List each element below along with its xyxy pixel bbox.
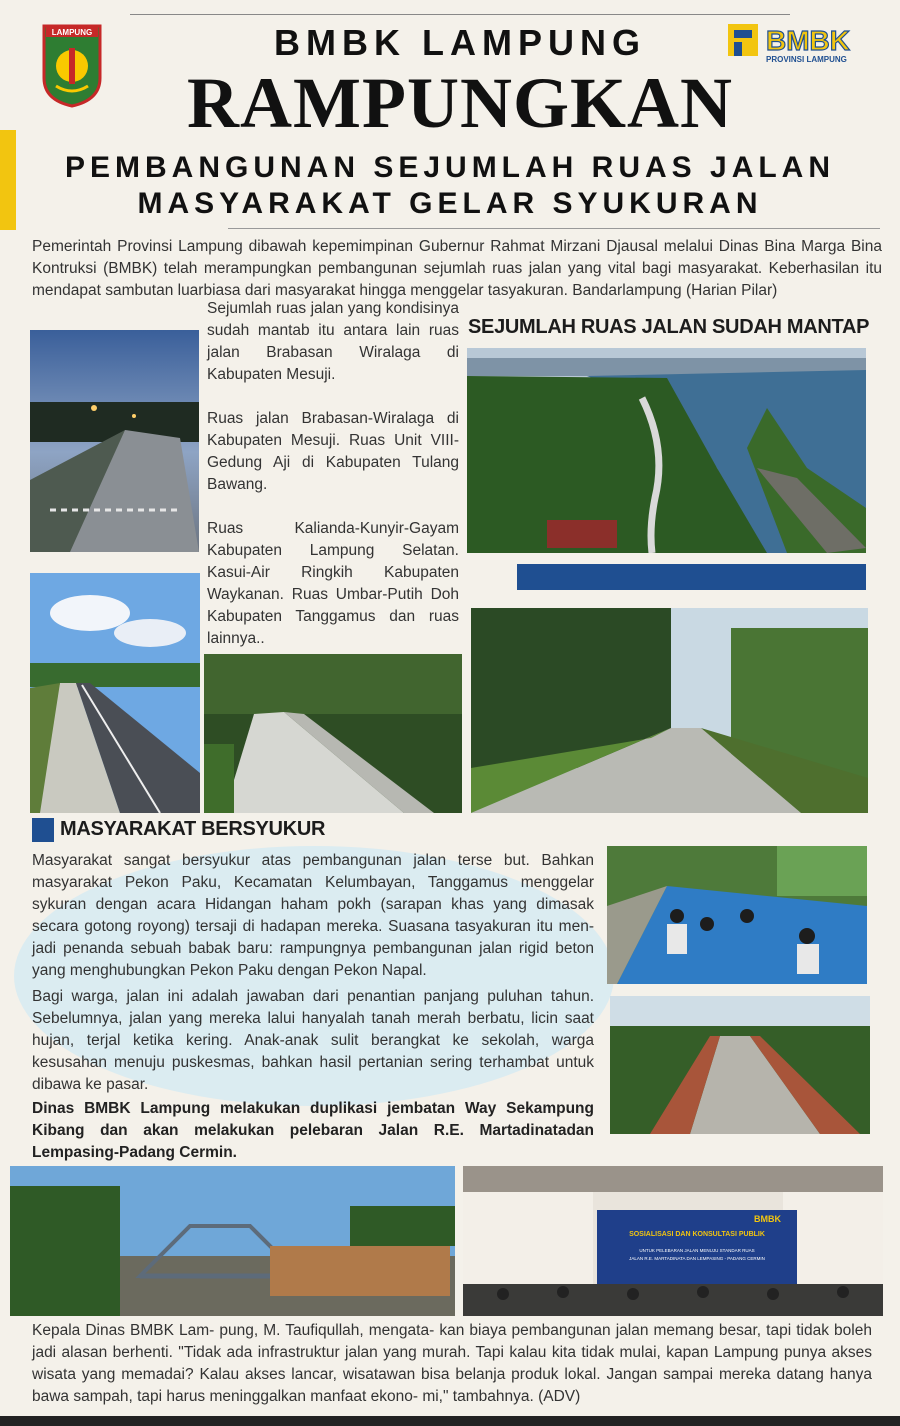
- sub-headline-line1: PEMBANGUNAN SEJUMLAH RUAS JALAN: [64, 151, 836, 184]
- photo-asphalt-road-sky: [30, 573, 200, 813]
- road-list-column: [207, 298, 459, 672]
- column-paragraph-1: Sejumlah ruas jalan yang kondisinya sudah mantab itu antara lain ruas jalan Brabasan Wiralaga di Kabupaten Mesuji.: [207, 300, 459, 383]
- brand-title: BMBK LAMPUNG: [274, 22, 646, 63]
- blue-divider-bar: [517, 564, 866, 590]
- lampung-province-logo: [40, 22, 104, 108]
- closing-paragraph: Kepala Dinas BMBK Lam- pung, M. Taufiqullah, mengata- kan biaya pembangunan jalan memang besar, tapi tidak boleh jadi alasan berhenti. "Tidak ada infrastruktur jalan yang murah. Tapi kalau kita tidak mulai, kapan Lampung punya akses wisata yang memadai? Kalau akses lancar, wisatawan bisa belanja produk lokal. Jangan sampai mereka datang hanya bawa sampah, tapi harus meninggalkan manfaat ekono- mi," tambahnya. (ADV): [32, 1322, 872, 1405]
- photo-coastal-road-aerial: [467, 348, 866, 553]
- community-paragraph-bold: Dinas BMBK Lampung melakukan duplikasi jembatan Way Sekampung Kibang dan akan melakukan pelebaran Jalan R.E. Martadinatadan Lempasing-Padang Cermin.: [32, 1100, 594, 1161]
- photo-community-feast: [607, 846, 867, 984]
- banner-subtitle-2: JALAN R.E. MARTADINATA DAN LEMPASING - PADANG CERMIN: [629, 1256, 765, 1261]
- header-rule: [228, 228, 880, 229]
- banner-brand: BMBK: [754, 1214, 781, 1224]
- yellow-accent-bar: [0, 130, 16, 230]
- community-paragraph-2: Bagi warga, jalan ini adalah jawaban dari penantian panjang puluhan tahun. Sebelumnya, jalan yang mereka lalui hanyalah tanah merah berbatu, licin saat hujan, terjal ketika kering. Anak-anak sulit berangkat ke sekolah, warga kesusahan menuju puskesmas, bahkan hasil pertanian sering terhambat untuk dibawa ke pasar.: [32, 988, 594, 1093]
- photo-palm-concrete-road: [471, 608, 868, 813]
- photo-bridge-construction: [10, 1166, 455, 1316]
- bottom-bar: [0, 1416, 900, 1426]
- photo-rigid-concrete-road: [610, 996, 870, 1134]
- section-title-community: MASYARAKAT BERSYUKUR: [60, 818, 326, 840]
- sub-headline-line2: MASYARAKAT GELAR SYUKURAN: [137, 187, 763, 220]
- photo-public-consultation: [463, 1166, 883, 1316]
- bmbk-logo-text: BMBK: [766, 25, 850, 56]
- banner-subtitle-1: UNTUK PELEBARAN JALAN MENUJU STANDAR RUAS: [639, 1248, 755, 1253]
- top-rule: [130, 14, 790, 15]
- section-title-roads: SEJUMLAH RUAS JALAN SUDAH MANTAP: [468, 316, 870, 338]
- lampung-logo-text: LAMPUNG: [51, 28, 93, 37]
- main-headline: RAMPUNGKAN: [187, 63, 733, 143]
- photo-evening-road: [30, 330, 199, 552]
- bmbk-logo-subtext: PROVINSI LAMPUNG: [766, 55, 847, 64]
- column-paragraph-3: Ruas Kalianda-Kunyir-Gayam Kabupaten Lampung Selatan. Kasui-Air Ringkih Kabupaten Waykanan. Ruas Umbar-Putih Doh Kabupaten Tanggamus dan ruas lainnya..: [207, 520, 459, 647]
- section-marker-box: [32, 818, 54, 842]
- sub-headline: [20, 150, 880, 222]
- photo-concrete-road-forest: [204, 654, 462, 813]
- banner-title: SOSIALISASI DAN KONSULTASI PUBLIK: [629, 1231, 765, 1238]
- community-paragraph-1: Masyarakat sangat bersyukur atas pembangunan jalan terse but. Bahkan masyarakat Pekon Paku, Kecamatan Kelumbayan, Tanggamus menggelar sykuran dengan acara Hidangan haham pokh (sarapan khas yang dimasak secara gotong royong) tersaji di hadapan mereka. Suasana tasyakuran itu men- jadi penanda sebuah babak baru: rampungnya pembangunan jalan rigid beton yang menghubungkan Pekon Paku dengan Pekon Napal.: [32, 852, 594, 979]
- column-paragraph-2: Ruas jalan Brabasan-Wiralaga di Kabupaten Mesuji. Ruas Unit VIII-Gedung Aji di Kabupaten Tulang Bawang.: [207, 410, 459, 493]
- intro-paragraph: Pemerintah Provinsi Lampung dibawah kepemimpinan Gubernur Rahmat Mirzani Djausal melalui Dinas Bina Marga Bina Kontruksi (BMBK) telah merampungkan pembangunan sejumlah ruas jalan yang vital bagi masyarakat. Keberhasilan itu mendapat sambutan luarbiasa dari masyarakat hingga menggelar tasyakuran. Bandarlampung (Harian Pilar): [32, 238, 882, 299]
